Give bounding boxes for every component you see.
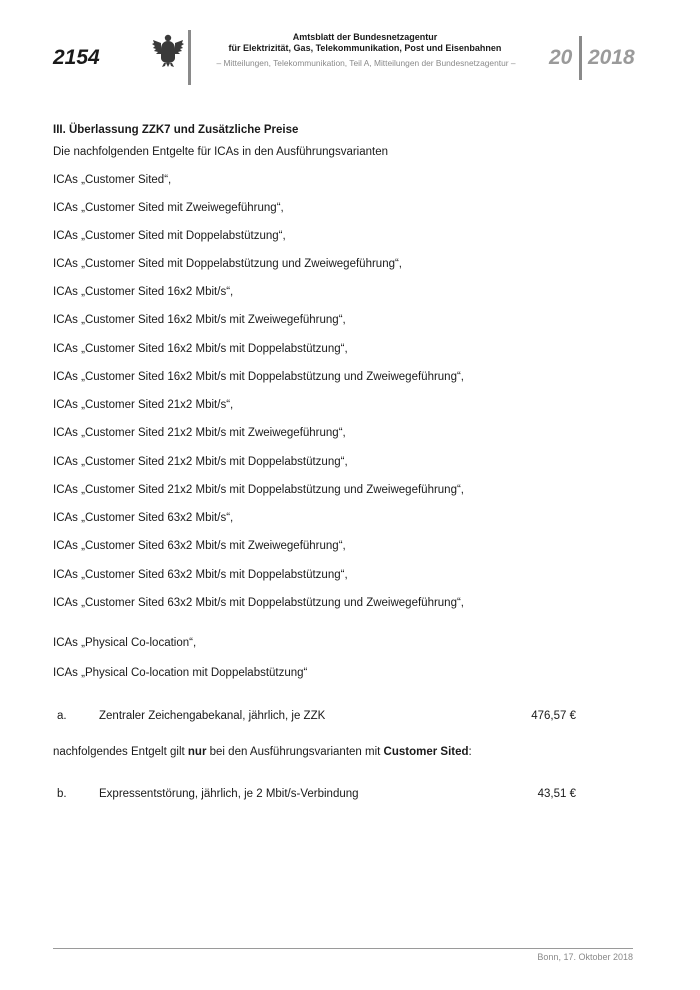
section-title: III. Überlassung ZZK7 und Zusätzliche Preise — [53, 124, 299, 136]
issue-number: 20 — [549, 46, 573, 69]
variant-item: ICAs „Customer Sited 16x2 Mbit/s mit Zweiwegeführung“, — [53, 314, 346, 326]
publication-title — [200, 32, 530, 54]
page-number: 2154 — [53, 46, 100, 69]
note-text: : — [468, 746, 472, 758]
variant-item: ICAs „Customer Sited 16x2 Mbit/s“, — [53, 286, 234, 298]
footer-date: Bonn, 17. Oktober 2018 — [537, 952, 633, 962]
variant-item: ICAs „Customer Sited 16x2 Mbit/s mit Doppelabstützung“, — [53, 343, 348, 355]
note-text: nachfolgendes Entgelt gilt — [53, 746, 188, 758]
variant-item: ICAs „Customer Sited 63x2 Mbit/s mit Doppelabstützung“, — [53, 569, 348, 581]
variant-item: ICAs „Customer Sited 21x2 Mbit/s mit Doppelabstützung und Zweiwegeführung“, — [53, 484, 465, 496]
note-emphasis: Customer Sited — [383, 746, 469, 758]
note-emphasis: nur — [187, 746, 207, 758]
price-letter: a. — [57, 710, 67, 722]
header-divider — [188, 30, 191, 85]
variant-item: ICAs „Customer Sited mit Zweiwegeführung“, — [53, 202, 284, 214]
price-row — [53, 710, 576, 726]
price-row — [53, 788, 576, 804]
price-amount: 476,57 € — [531, 710, 576, 722]
variant-item: ICAs „Physical Co-location“, — [53, 637, 197, 649]
customer-sited-note — [53, 745, 473, 759]
publication-title-line2: für Elektrizität, Gas, Telekommunikation, Post und Eisenbahnen — [228, 43, 502, 53]
publication-title-line1: Amtsblatt der Bundesnetzagentur — [292, 32, 438, 42]
variant-item: ICAs „Customer Sited mit Doppelabstützung“, — [53, 230, 286, 242]
note-text: bei den Ausführungsvarianten mit — [206, 746, 384, 758]
variant-item: ICAs „Customer Sited 16x2 Mbit/s mit Doppelabstützung und Zweiwegeführung“, — [53, 371, 465, 383]
federal-eagle-icon — [152, 32, 184, 68]
variant-item: ICAs „Customer Sited“, — [53, 174, 172, 186]
section-intro: Die nachfolgenden Entgelte für ICAs in den Ausführungsvarianten — [53, 146, 388, 158]
variant-item: ICAs „Customer Sited 21x2 Mbit/s“, — [53, 399, 234, 411]
price-description: Zentraler Zeichengabekanal, jährlich, je ZZK — [99, 710, 326, 722]
price-amount: 43,51 € — [537, 788, 576, 800]
variant-item: ICAs „Customer Sited 63x2 Mbit/s“, — [53, 512, 234, 524]
variant-item: ICAs „Customer Sited mit Doppelabstützung und Zweiwegeführung“, — [53, 258, 403, 270]
issue-year: 2018 — [588, 46, 635, 69]
issue-divider — [579, 36, 582, 80]
price-description: Expressentstörung, jährlich, je 2 Mbit/s-Verbindung — [99, 788, 359, 800]
variant-item: ICAs „Customer Sited 63x2 Mbit/s mit Doppelabstützung und Zweiwegeführung“, — [53, 597, 465, 609]
variant-item: ICAs „Customer Sited 21x2 Mbit/s mit Zweiwegeführung“, — [53, 427, 346, 439]
variant-item: ICAs „Physical Co-location mit Doppelabstützung“ — [53, 667, 308, 679]
variant-item: ICAs „Customer Sited 63x2 Mbit/s mit Zweiwegeführung“, — [53, 540, 346, 552]
publication-subtitle: – Mitteilungen, Telekommunikation, Teil A, Mitteilungen der Bundesnetzagentur – — [216, 58, 516, 68]
price-letter: b. — [57, 788, 67, 800]
footer-divider — [53, 948, 633, 949]
variant-item: ICAs „Customer Sited 21x2 Mbit/s mit Doppelabstützung“, — [53, 456, 348, 468]
